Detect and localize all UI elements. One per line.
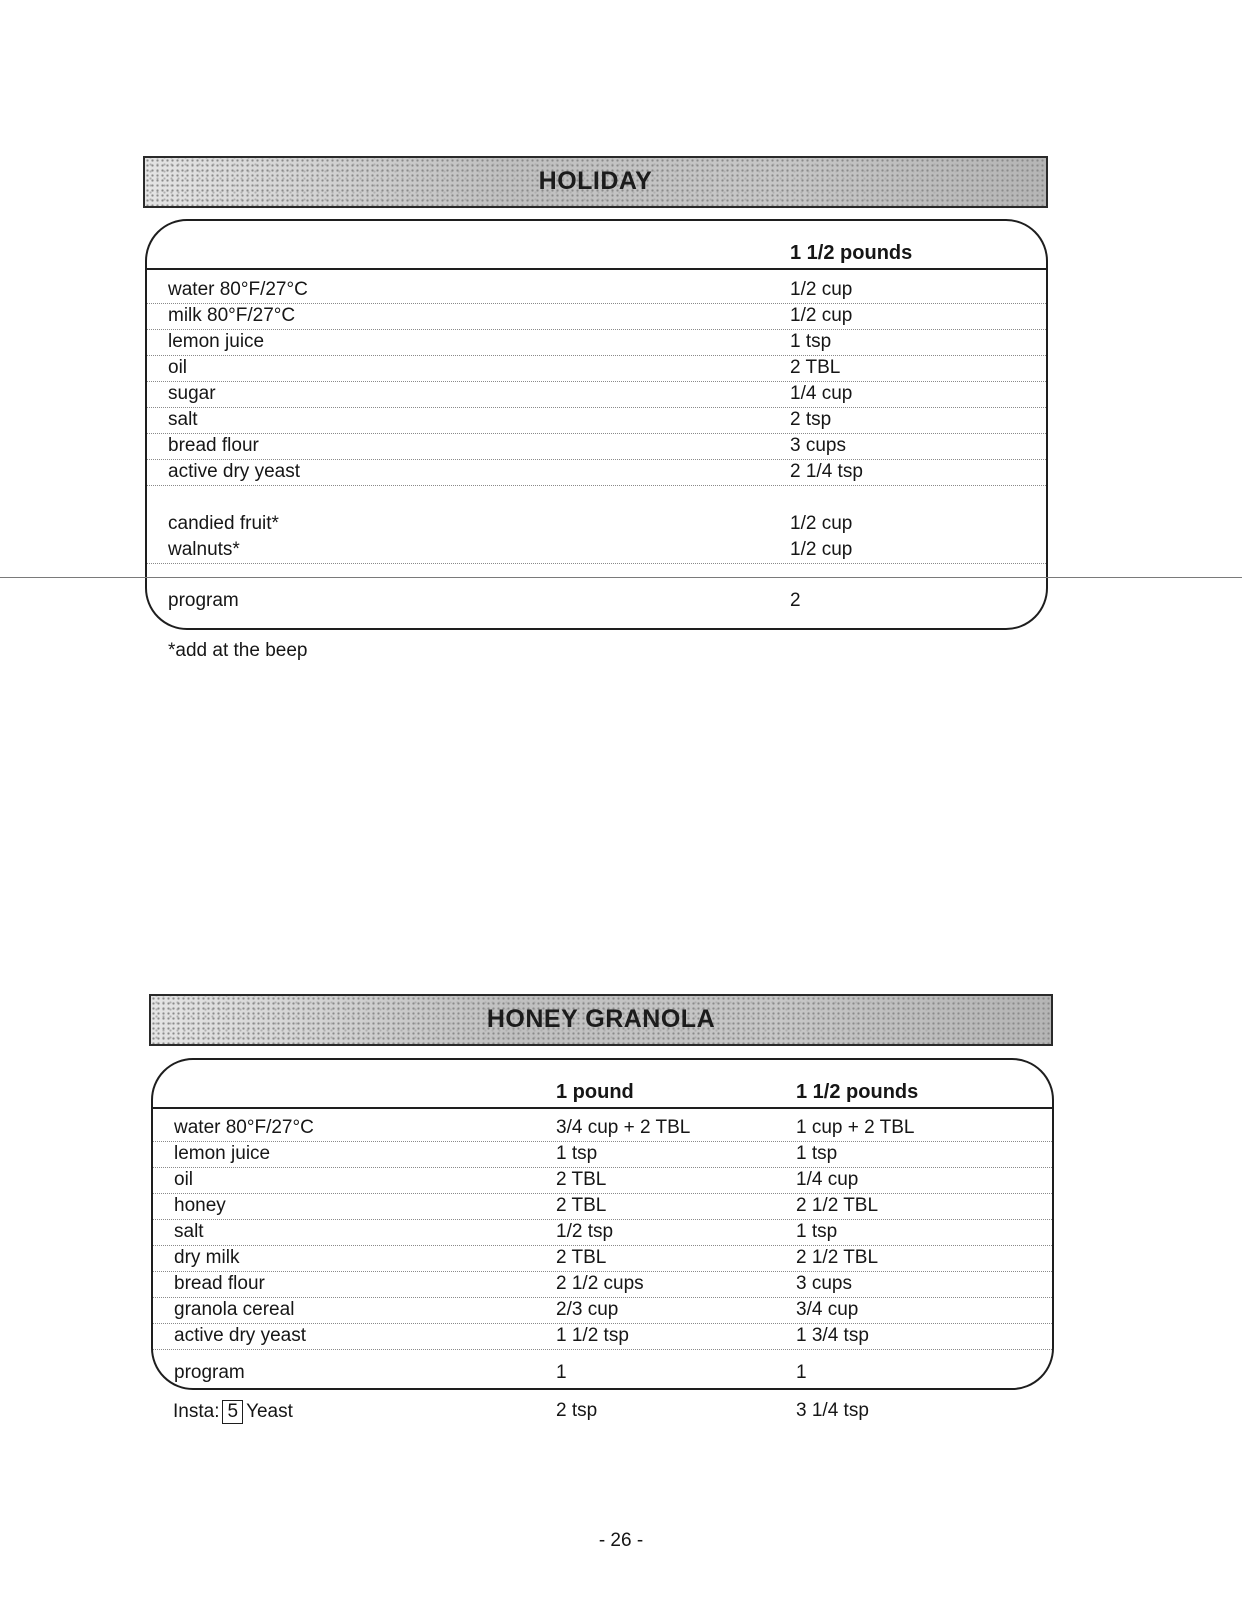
ingredient-amount: 1/4 cup — [790, 383, 853, 404]
ingredient-amount-small: 3/4 cup + 2 TBL — [556, 1117, 691, 1138]
ingredient-amount-large: 3 cups — [796, 1273, 852, 1294]
ingredient-amount: 1/2 cup — [790, 513, 853, 534]
table-row — [153, 1195, 1052, 1220]
program-label: program — [174, 1362, 245, 1383]
table-row — [147, 357, 1046, 382]
insta-suffix: Yeast — [246, 1401, 293, 1422]
table-row — [153, 1273, 1052, 1298]
holiday-banner — [143, 156, 1048, 208]
ingredient-name: salt — [174, 1221, 204, 1242]
ingredient-amount-small: 1/2 tsp — [556, 1221, 614, 1242]
ingredient-amount-large: 1 3/4 tsp — [796, 1325, 869, 1346]
table-row — [147, 539, 1046, 564]
ingredient-name: honey — [174, 1195, 226, 1216]
ingredient-amount: 1/2 cup — [790, 539, 853, 560]
ingredient-amount-large: 1/4 cup — [796, 1169, 859, 1190]
table-row — [147, 279, 1046, 304]
ingredient-amount: 3 cups — [790, 435, 846, 456]
ingredient-name: lemon juice — [168, 331, 265, 352]
table-row — [153, 1247, 1052, 1272]
ingredient-amount: 2 1/4 tsp — [790, 461, 863, 482]
insta-prefix: Insta: — [173, 1401, 220, 1422]
honey-granola-recipe-card — [151, 1058, 1054, 1390]
ingredient-amount: 1/2 cup — [790, 279, 853, 300]
ingredient-name: active dry yeast — [168, 461, 300, 482]
ingredient-name: bread flour — [174, 1273, 265, 1294]
column-header-1-pound: 1 pound — [556, 1081, 634, 1103]
ingredient-name: granola cereal — [174, 1299, 295, 1320]
table-row — [147, 305, 1046, 330]
holiday-recipe-card — [145, 219, 1048, 630]
ingredient-name: oil — [174, 1169, 194, 1190]
ingredient-amount-small: 2 TBL — [556, 1247, 607, 1268]
program-value-large: 1 — [796, 1362, 807, 1383]
table-row — [153, 1117, 1052, 1142]
ingredient-name: sugar — [168, 383, 216, 404]
program-label: program — [168, 590, 239, 611]
table-row — [147, 331, 1046, 356]
holiday-title: HOLIDAY — [538, 167, 653, 195]
table-row — [153, 1143, 1052, 1168]
program-row — [153, 1362, 1052, 1386]
ingredient-amount-small: 2/3 cup — [556, 1299, 619, 1320]
table-row — [147, 383, 1046, 408]
table-row — [147, 513, 1046, 537]
table-row — [153, 1169, 1052, 1194]
holiday-header-divider — [147, 268, 1046, 270]
ingredient-amount: 1/2 cup — [790, 305, 853, 326]
ingredient-name: water 80°F/27°C — [168, 279, 308, 300]
ingredient-amount-large: 3/4 cup — [796, 1299, 859, 1320]
ingredient-amount-large: 1 tsp — [796, 1143, 838, 1164]
page-divider — [0, 577, 1242, 578]
table-row — [147, 409, 1046, 434]
ingredient-name: water 80°F/27°C — [174, 1117, 314, 1138]
insta-amount-large: 3 1/4 tsp — [796, 1400, 869, 1421]
ingredient-name: active dry yeast — [174, 1325, 306, 1346]
holiday-column-header: 1 1/2 pounds — [790, 242, 913, 264]
table-row — [147, 461, 1046, 486]
ingredient-amount-large: 2 1/2 TBL — [796, 1247, 879, 1268]
ingredient-amount-large: 1 tsp — [796, 1221, 838, 1242]
column-header-1-1-2-pounds: 1 1/2 pounds — [796, 1081, 919, 1103]
honey-granola-title: HONEY GRANOLA — [486, 1005, 716, 1033]
honey-granola-header-divider — [153, 1107, 1052, 1109]
ingredient-name: lemon juice — [174, 1143, 271, 1164]
ingredient-name: dry milk — [174, 1247, 240, 1268]
honey-granola-banner — [149, 994, 1053, 1046]
holiday-footnote: *add at the beep — [168, 640, 308, 661]
ingredient-amount: 1 tsp — [790, 331, 832, 352]
table-row — [153, 1221, 1052, 1246]
insta-yeast-label — [173, 1400, 293, 1424]
program-value: 2 — [790, 590, 801, 611]
ingredient-name: milk 80°F/27°C — [168, 305, 296, 326]
insta-program-number: 5 — [222, 1400, 243, 1424]
ingredient-amount-small: 2 1/2 cups — [556, 1273, 644, 1294]
table-row — [153, 1299, 1052, 1324]
ingredient-amount-small: 2 TBL — [556, 1195, 607, 1216]
ingredient-name: salt — [168, 409, 198, 430]
ingredient-amount-small: 1 1/2 tsp — [556, 1325, 629, 1346]
ingredient-name: walnuts* — [168, 539, 240, 560]
ingredient-amount-large: 1 cup + 2 TBL — [796, 1117, 915, 1138]
ingredient-amount-small: 2 TBL — [556, 1169, 607, 1190]
page-number: - 26 - — [598, 1530, 644, 1551]
ingredient-amount: 2 tsp — [790, 409, 832, 430]
ingredient-name: bread flour — [168, 435, 259, 456]
ingredient-amount-large: 2 1/2 TBL — [796, 1195, 879, 1216]
ingredient-name: candied fruit* — [168, 513, 279, 534]
ingredient-amount-small: 1 tsp — [556, 1143, 598, 1164]
table-row — [147, 435, 1046, 460]
table-row — [153, 1325, 1052, 1350]
program-row — [147, 590, 1046, 614]
ingredient-amount: 2 TBL — [790, 357, 841, 378]
program-value-small: 1 — [556, 1362, 567, 1383]
insta-amount-small: 2 tsp — [556, 1400, 598, 1421]
ingredient-name: oil — [168, 357, 188, 378]
